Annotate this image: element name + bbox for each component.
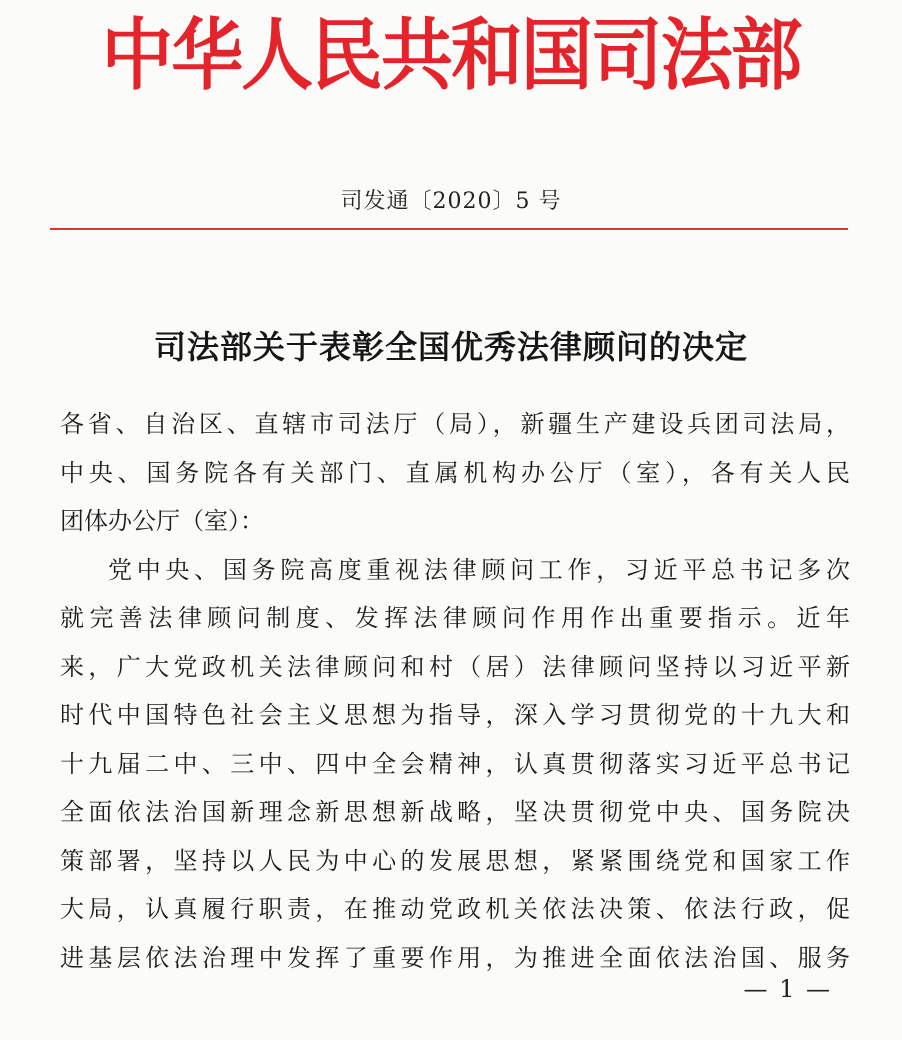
page-number: — 1 — — [743, 975, 832, 1003]
issuing-authority-name: 中华人民共和国司法部 — [101, 10, 801, 101]
paragraph-line: 全面依法治国新理念新思想新战略，坚决贯彻党中央、国务院决 — [60, 798, 850, 826]
paragraph-line: 来，广大党政机关法律顾问和村（居）法律顾问坚持以习近平新 — [60, 652, 850, 681]
document-title: 司法部关于表彰全国优秀法律顾问的决定 — [153, 328, 748, 366]
addressee-line: 团体办公厅（室）： — [60, 507, 264, 535]
paragraph-line: 党中央、国务院高度重视法律顾问工作，习近平总书记多次 — [108, 555, 850, 584]
paragraph-line: 策部署，坚持以人民为中心的发展思想，紧紧围绕党和国家工作 — [60, 846, 850, 875]
paragraph-line: 十九届二中、三中、四中全会精神，认真贯彻落实习近平总书记 — [60, 749, 850, 778]
addressee-line: 中央、国务院各有关部门、直属机构办公厅（室），各有关人民 — [60, 458, 850, 487]
letterhead — [0, 0, 902, 120]
paragraph-line: 进基层依法治理中发挥了重要作用，为推进全面依法治国、服务 — [60, 943, 850, 972]
paragraph-line: 时代中国特色社会主义思想为指导，深入学习贯彻党的十九大和 — [60, 701, 850, 729]
document-body — [60, 400, 850, 982]
paragraph-line: 就完善法律顾问制度、发挥法律顾问作用作出重要指示。近年 — [60, 604, 850, 632]
red-divider-line — [50, 228, 848, 230]
document-number: 司发通〔2020〕5 号 — [340, 189, 562, 214]
addressee-line: 各省、自治区、直辖市司法厅（局），新疆生产建设兵团司法局， — [60, 410, 850, 438]
paragraph-line: 大局，认真履行职责，在推动党政机关依法决策、依法行政，促 — [60, 895, 850, 923]
